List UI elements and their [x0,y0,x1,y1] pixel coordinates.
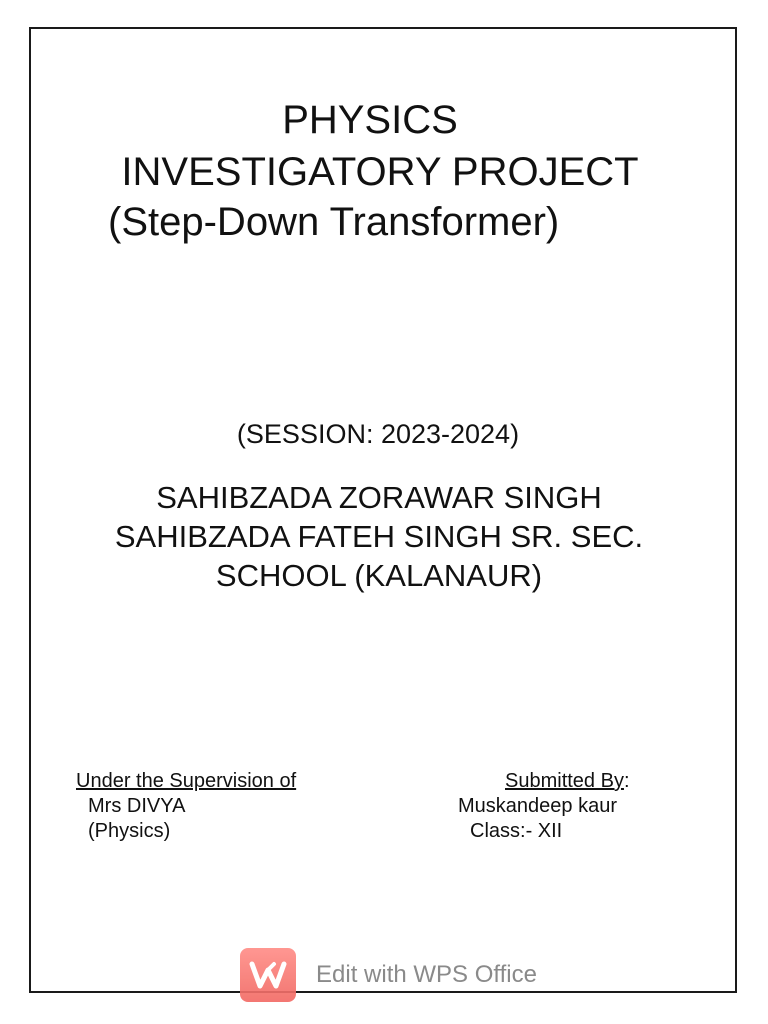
title-line-3: (Step-Down Transformer) [108,200,560,244]
title-line-2: INVESTIGATORY PROJECT [121,150,639,194]
wps-watermark[interactable] [240,948,560,1002]
submitted-heading: Submitted By [505,770,624,792]
submitted-heading-row [458,769,668,794]
school-line-3: SCHOOL (KALANAUR) [215,558,543,593]
wps-edit-text: Edit with WPS Office [316,961,537,988]
wps-logo-icon [240,948,296,1002]
submitted-block [458,769,668,844]
title-line-1: PHYSICS [282,98,458,142]
school-name [0,478,758,595]
session-text: (SESSION: 2023-2024) [236,419,520,449]
student-class: Class:- XII [470,820,563,842]
supervisor-name: Mrs DIVYA [88,795,186,817]
submitted-colon: : [623,770,630,792]
supervision-block [76,769,296,844]
student-name: Muskandeep kaur [458,795,617,817]
supervision-heading: Under the Supervision of [76,770,297,792]
supervisor-dept: (Physics) [88,820,171,842]
school-line-2: SAHIBZADA FATEH SINGH SR. SEC. [114,519,644,554]
school-line-1: SAHIBZADA ZORAWAR SINGH [156,480,602,515]
